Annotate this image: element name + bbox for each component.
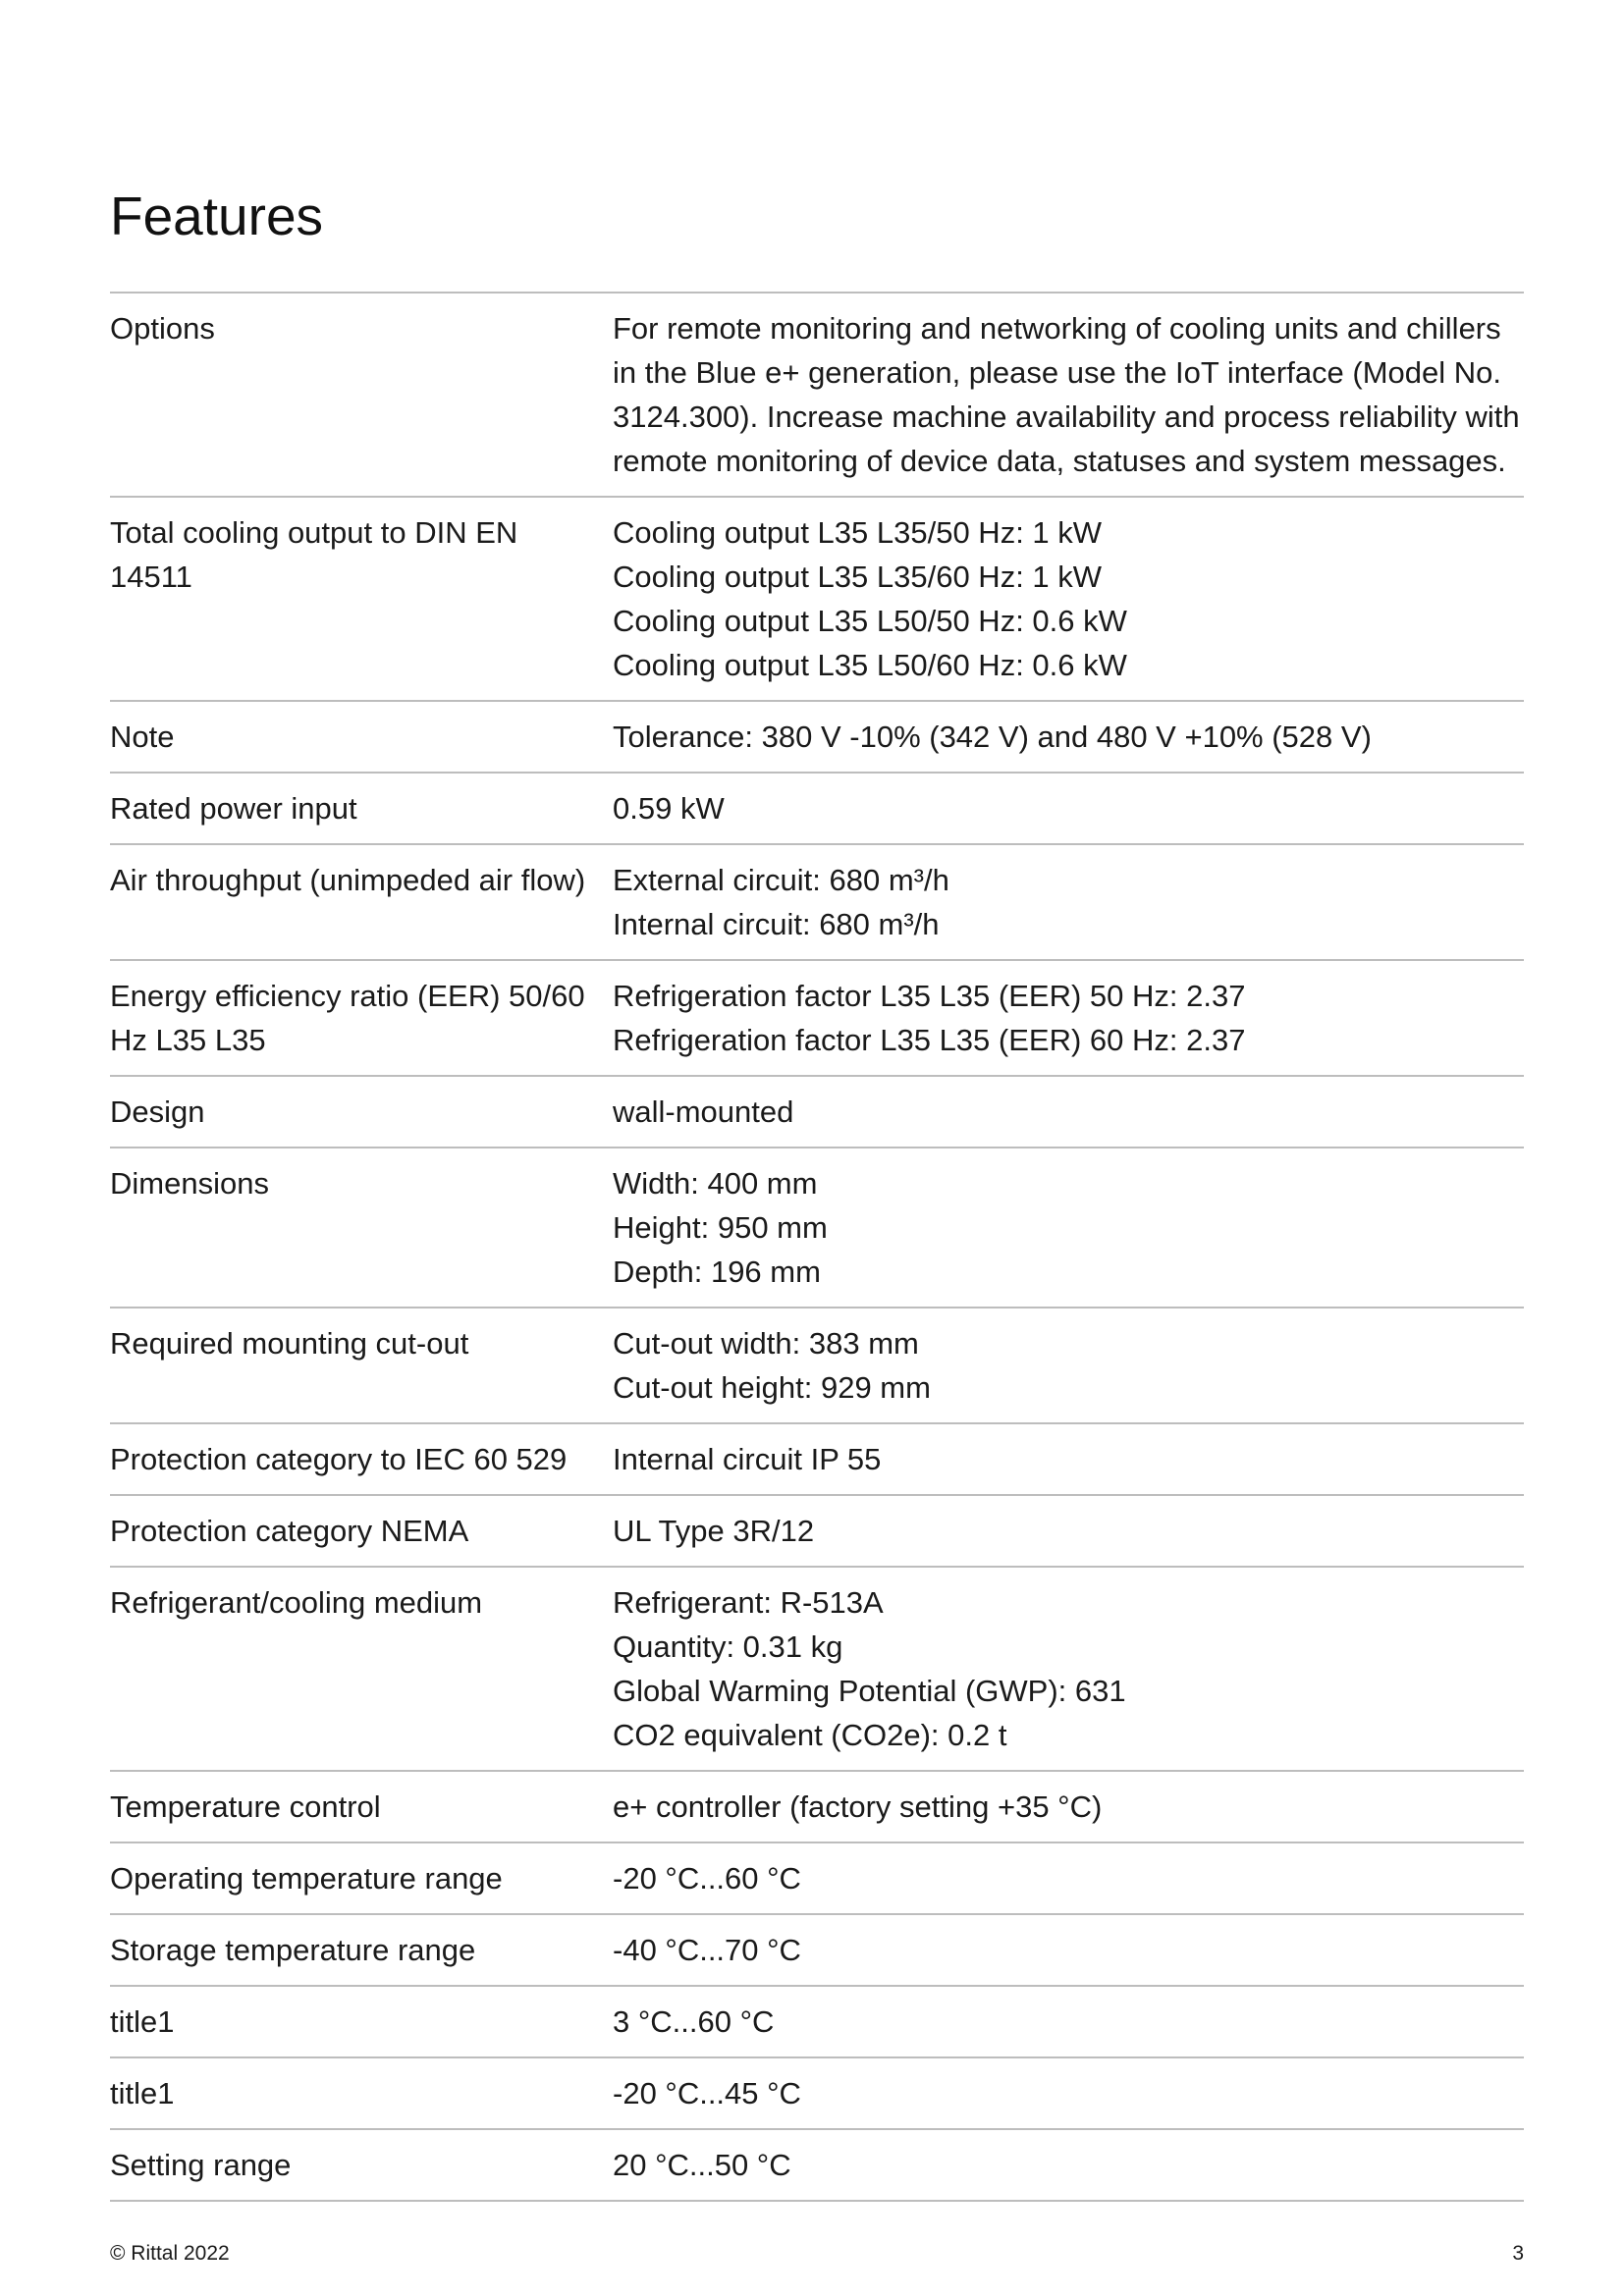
- row-value: [613, 1580, 1524, 1757]
- row-value: [613, 1509, 1524, 1553]
- row-label: Total cooling output to DIN EN 14511: [110, 515, 518, 594]
- value-line: Cooling output L35 L50/60 Hz: 0.6 kW: [613, 648, 1127, 682]
- table-row: [110, 1424, 1524, 1496]
- row-value: [613, 510, 1524, 687]
- value-line: Cooling output L35 L50/50 Hz: 0.6 kW: [613, 604, 1127, 638]
- value-line: 3124.300). Increase machine availability and process reliability with: [613, 400, 1520, 434]
- footer-page-number: 3: [1512, 2242, 1524, 2265]
- value-line: e+ controller (factory setting +35 °C): [613, 1789, 1103, 1824]
- row-label: Note: [110, 720, 175, 754]
- row-label: Protection category NEMA: [110, 1514, 469, 1548]
- table-row: [110, 294, 1524, 498]
- row-value: [613, 1090, 1524, 1134]
- table-row: [110, 1148, 1524, 1308]
- value-line: Internal circuit: 680 m³/h: [613, 907, 940, 941]
- page-title: Features: [110, 186, 324, 246]
- value-line: in the Blue e+ generation, please use the IoT interface (Model No.: [613, 355, 1502, 390]
- value-line: Cooling output L35 L35/50 Hz: 1 kW: [613, 515, 1103, 550]
- features-table: [110, 292, 1524, 2202]
- row-value: [613, 306, 1524, 483]
- row-label: Setting range: [110, 2148, 292, 2182]
- table-row: [110, 845, 1524, 961]
- table-row: [110, 702, 1524, 774]
- footer-copyright: © Rittal 2022: [110, 2242, 230, 2265]
- value-line: Cut-out width: 383 mm: [613, 1326, 919, 1361]
- value-line: wall-mounted: [613, 1095, 794, 1129]
- value-line: 0.59 kW: [613, 791, 725, 826]
- value-line: Tolerance: 380 V -10% (342 V) and 480 V +10% (528 V): [613, 720, 1372, 754]
- row-label: Protection category to IEC 60 529: [110, 1442, 568, 1476]
- row-label: Dimensions: [110, 1166, 269, 1201]
- row-value: [613, 2071, 1524, 2115]
- table-row: [110, 2058, 1524, 2130]
- row-value: [613, 1928, 1524, 1972]
- row-value: [613, 2143, 1524, 2187]
- value-line: Global Warming Potential (GWP): 631: [613, 1674, 1126, 1708]
- row-value: [613, 1785, 1524, 1829]
- table-row: [110, 1568, 1524, 1772]
- table-row: [110, 774, 1524, 845]
- row-value: [613, 858, 1524, 946]
- table-row: [110, 1496, 1524, 1568]
- value-line: 20 °C...50 °C: [613, 2148, 791, 2182]
- row-value: [613, 1321, 1524, 1410]
- row-label: Rated power input: [110, 791, 357, 826]
- value-line: External circuit: 680 m³/h: [613, 863, 949, 897]
- row-label: title1: [110, 2076, 175, 2110]
- value-line: Quantity: 0.31 kg: [613, 1629, 843, 1664]
- value-line: Width: 400 mm: [613, 1166, 818, 1201]
- row-value: [613, 1161, 1524, 1294]
- row-label: Temperature control: [110, 1789, 381, 1824]
- value-line: -20 °C...45 °C: [613, 2076, 801, 2110]
- table-row: [110, 1915, 1524, 1987]
- row-value: [613, 715, 1524, 759]
- row-value: [613, 2000, 1524, 2044]
- row-value: [613, 786, 1524, 830]
- table-row: [110, 1308, 1524, 1424]
- row-label: Air throughput (unimpeded air flow): [110, 863, 586, 897]
- table-row: [110, 498, 1524, 702]
- value-line: -20 °C...60 °C: [613, 1861, 801, 1896]
- row-label: Required mounting cut-out: [110, 1326, 469, 1361]
- row-value: [613, 974, 1524, 1062]
- value-line: Internal circuit IP 55: [613, 1442, 882, 1476]
- value-line: For remote monitoring and networking of cooling units and chillers: [613, 311, 1501, 346]
- value-line: 3 °C...60 °C: [613, 2004, 775, 2039]
- value-line: Cut-out height: 929 mm: [613, 1370, 931, 1405]
- row-label: Energy efficiency ratio (EER) 50/60 Hz L35 L35: [110, 979, 585, 1057]
- value-line: Height: 950 mm: [613, 1210, 828, 1245]
- row-label: Refrigerant/cooling medium: [110, 1585, 483, 1620]
- row-label: Design: [110, 1095, 205, 1129]
- value-line: Cooling output L35 L35/60 Hz: 1 kW: [613, 560, 1103, 594]
- value-line: CO2 equivalent (CO2e): 0.2 t: [613, 1718, 1007, 1752]
- table-row: [110, 1077, 1524, 1148]
- table-row: [110, 961, 1524, 1077]
- row-label: title1: [110, 2004, 175, 2039]
- value-line: UL Type 3R/12: [613, 1514, 815, 1548]
- row-label: Options: [110, 311, 215, 346]
- value-line: Refrigerant: R-513A: [613, 1585, 884, 1620]
- row-label: Storage temperature range: [110, 1933, 476, 1967]
- row-label: Operating temperature range: [110, 1861, 503, 1896]
- value-line: Refrigeration factor L35 L35 (EER) 60 Hz: 2.37: [613, 1023, 1246, 1057]
- value-line: Refrigeration factor L35 L35 (EER) 50 Hz: 2.37: [613, 979, 1246, 1013]
- table-row: [110, 2130, 1524, 2202]
- table-row: [110, 1987, 1524, 2058]
- value-line: remote monitoring of device data, statuses and system messages.: [613, 444, 1506, 478]
- row-value: [613, 1856, 1524, 1900]
- value-line: Depth: 196 mm: [613, 1255, 821, 1289]
- value-line: -40 °C...70 °C: [613, 1933, 801, 1967]
- row-value: [613, 1437, 1524, 1481]
- table-row: [110, 1843, 1524, 1915]
- table-row: [110, 1772, 1524, 1843]
